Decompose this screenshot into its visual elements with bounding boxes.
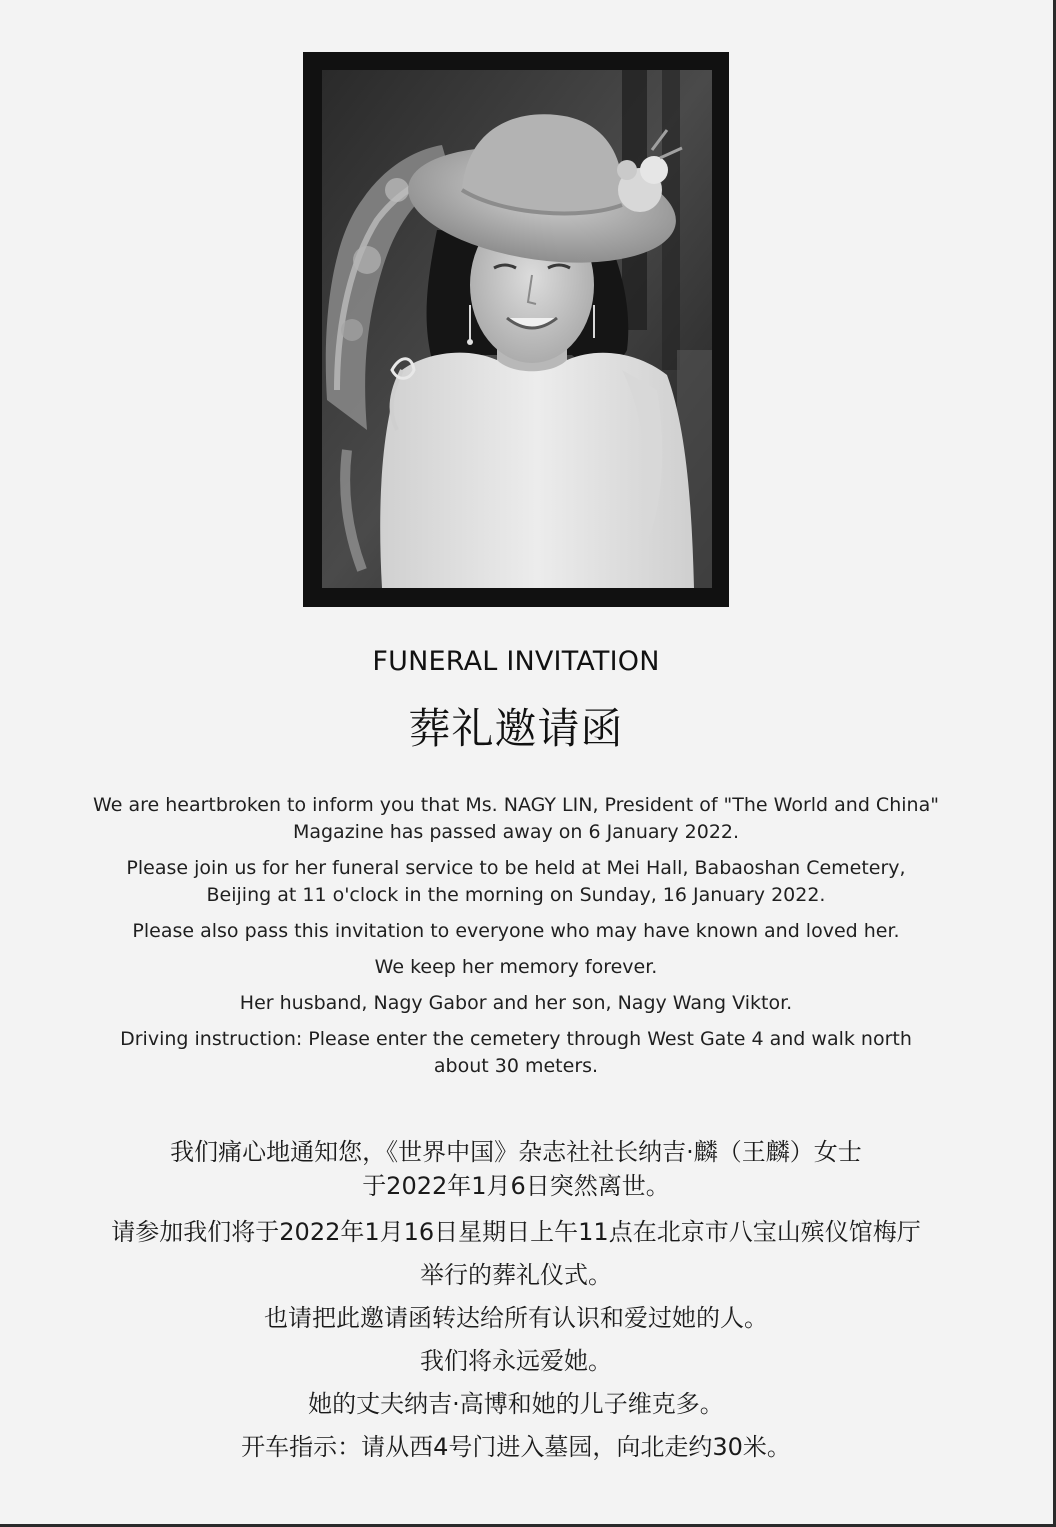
english-paragraph-family: Her husband, Nagy Gabor and her son, Nagy Wang Viktor. (239, 992, 793, 1014)
english-paragraph-line: We are heartbroken to inform you that Ms. NAGY LIN, President of "The World and China" (93, 794, 939, 816)
portrait-frame (303, 52, 729, 607)
english-paragraph-line: about 30 meters. (433, 1055, 599, 1077)
chinese-paragraph-pass-on: 也请把此邀请函转达给所有认识和爱过她的人。 (264, 1304, 768, 1332)
english-paragraph-line: Driving instruction: Please enter the cemetery through West Gate 4 and walk north (120, 1028, 912, 1050)
english-paragraph-line: Beijing at 11 o'clock in the morning on Sunday, 16 January 2022. (206, 884, 826, 906)
chinese-paragraph-memory: 我们将永远爱她。 (420, 1347, 612, 1375)
title-english: FUNERAL INVITATION (372, 646, 660, 677)
english-paragraph-driving (40, 1026, 992, 1080)
english-paragraph-announcement (40, 792, 992, 846)
english-paragraph-service (40, 855, 992, 909)
english-paragraph-pass-on: Please also pass this invitation to everyone who may have known and loved her. (132, 920, 900, 942)
chinese-paragraph-service-line: 请参加我们将于2022年1月16日星期日上午11点在北京市八宝山殡仪馆梅厅 (111, 1218, 921, 1246)
english-message (40, 792, 992, 1089)
english-paragraph-memory: We keep her memory forever. (374, 956, 658, 978)
chinese-paragraph-family: 她的丈夫纳吉·高博和她的儿子维克多。 (308, 1390, 724, 1418)
chinese-paragraph-driving: 开车指示：请从西4号门进入墓园，向北走约30米。 (241, 1433, 791, 1461)
chinese-paragraph-service-line: 举行的葬礼仪式。 (420, 1261, 612, 1289)
chinese-paragraph-announcement-line: 我们痛心地通知您，《世界中国》杂志社社长纳吉·麟（王麟）女士 (170, 1138, 862, 1166)
english-paragraph-line: Magazine has passed away on 6 January 2022. (292, 821, 740, 843)
portrait-photo (322, 70, 712, 588)
english-paragraph-line: Please join us for her funeral service to be held at Mei Hall, Babaoshan Cemetery, (126, 857, 906, 879)
chinese-paragraph-announcement-line: 于2022年1月6日突然离世。 (362, 1172, 670, 1200)
title-chinese: 葬礼邀请函 (408, 704, 624, 753)
chinese-message (40, 1135, 992, 1469)
